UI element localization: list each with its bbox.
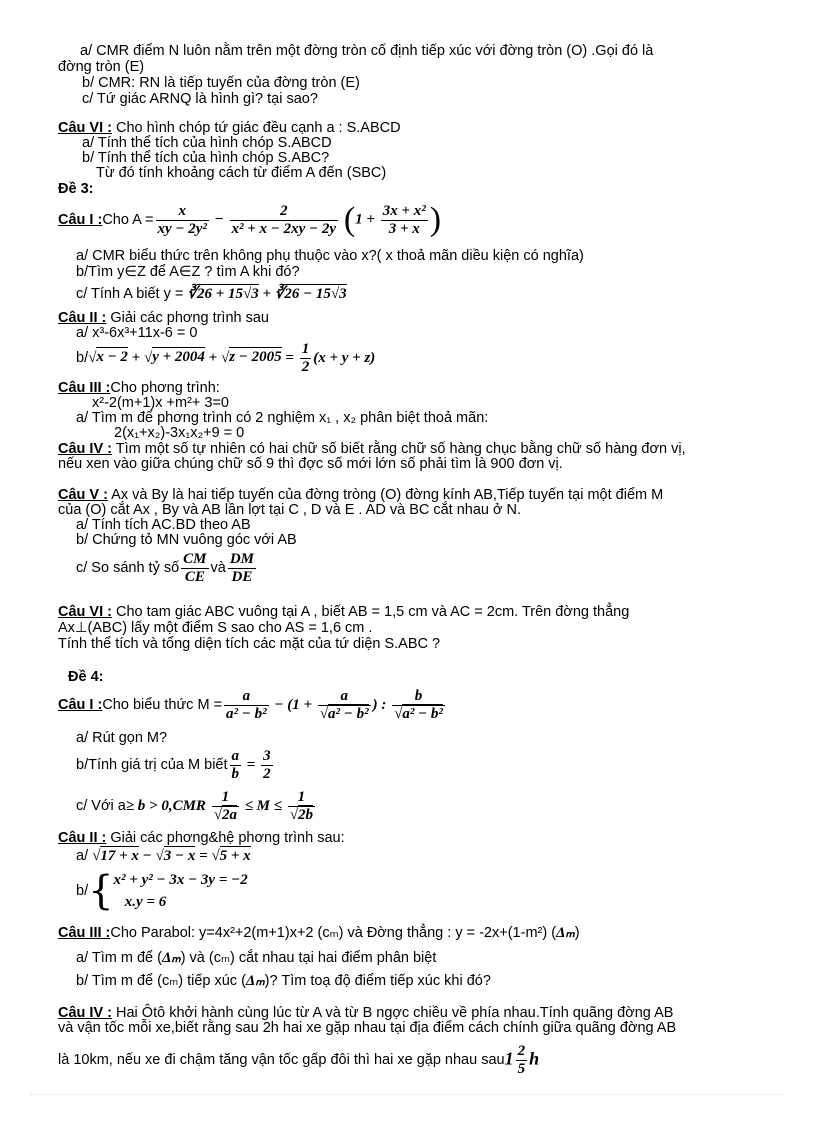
question-text: Cho Parabol: y=4x²+2(m+1)x+2 (cₘ) và Đờng thẳng : y = -2x+(1-m²) ( <box>110 925 557 941</box>
de3-cau1-a: a/ CMR biểu thức trên không phụ thuộc vào x?( x thoả mãn diều kiện có nghĩa) <box>76 248 584 264</box>
question-text: Cho hình chóp tứ giác đều cạnh a : S.ABCD <box>111 120 401 136</box>
question-label: Câu II : <box>58 830 107 846</box>
formula-y: ∛26 + 15√3 + ∛26 − 15√3 <box>187 286 347 302</box>
question-text: và <box>210 559 226 576</box>
de3-cau4 <box>58 442 686 457</box>
question-text: Cho phơng trình: <box>110 380 220 396</box>
question-text: c/ Với a <box>76 797 126 814</box>
de3-cau3-eq: x²-2(m+1)x +m²+ 3=0 <box>92 395 229 411</box>
de4-cau1-b <box>76 747 275 783</box>
question-text: Ax và By là hai tiếp tuyến của đờng tròng (O) đờng kính AB,Tiếp tuyến tại một điểm M <box>107 487 664 503</box>
question-text: Hai Ôtô khởi hành cùng lúc từ A và từ B ngợc chiều về phía nhau.Tính quãng đờng AB <box>111 1005 674 1021</box>
de3-cau2 <box>58 311 269 326</box>
de3-cau6 <box>58 605 629 620</box>
question-label: Câu VI : <box>58 604 112 620</box>
de4-cau1 <box>58 684 447 726</box>
de3-cau5-line2: của (O) cắt Ax , By và AB lần lợt tại C , D và E . AD và BC cắt nhau ở N. <box>58 502 522 518</box>
question-text: Cho A = <box>102 211 154 228</box>
de3-cau6-line3: Tính thể tích và tổng diện tích các mặt của tứ diện S.ABC ? <box>58 636 441 652</box>
de3-title: Đề 3: <box>58 181 94 197</box>
system-brace: { <box>88 868 114 914</box>
de3-cau5-b: b/ Chứng tỏ MN vuông góc với AB <box>76 532 297 548</box>
formula-inequality: ≥ b > 0,CMR $\frac{1}{√2a}$ ≤ M ≤ $\frac{1}{√2b}$ <box>125 788 313 823</box>
delta-m-symbol: Δₘ <box>556 925 575 941</box>
formula-sqrt-equation: √x − 2 + √y + 2004 + √z − 2005 = $\frac{1}{2}$ (x + y + z) <box>88 340 376 375</box>
de2-cau5-c: c/ Tứ giác ARNQ là hình gì? tại sao? <box>82 91 318 107</box>
question-text: c/ Tính A biết y = <box>76 286 188 302</box>
question-label: Câu III : <box>58 380 111 396</box>
de3-cau1 <box>58 196 441 244</box>
question-label: Câu III : <box>58 925 111 941</box>
formula-sqrt-equation-2: √17 + x − √3 − x = √5 + x <box>92 848 251 864</box>
question-text: a/ Tìm m để ( <box>76 950 162 966</box>
de4-cau1-a: a/ Rút gọn M? <box>76 730 168 746</box>
page-bottom-divider <box>30 1094 786 1095</box>
question-label: Câu I : <box>58 211 103 228</box>
de3-cau1-b: b/Tìm y∈Z để A∈Z ? tìm A khi đó? <box>76 264 300 280</box>
question-text: )? Tìm toạ độ điểm tiếp xúc khi đó? <box>264 973 491 989</box>
de4-cau4 <box>58 1006 673 1021</box>
de3-cau2-b <box>76 340 375 376</box>
question-text: Giải các phơng trình sau <box>106 310 269 326</box>
de3-cau3-a: a/ Tìm m để phơng trình có 2 nghiệm x₁ , x₂ phân biệt thoả mãn: <box>76 410 489 426</box>
de2-cau5-b: b/ CMR: RN là tiếp tuyến của đờng tròn (E) <box>82 75 360 91</box>
delta-m-symbol: Δₘ <box>161 950 181 966</box>
de4-cau4-line2: và vận tốc mỗi xe,biết rằng sau 2h hai xe gặp nhau tại địa điểm cách chính giữa quãng đờng AB <box>58 1020 677 1036</box>
question-text: a/ <box>76 848 93 864</box>
fraction-CM-CE: $\frac{CM}{CE}$ <box>183 550 207 585</box>
de4-cau1-c <box>76 786 317 826</box>
formula-ratio: $\frac{a}{b}$ = $\frac{3}{2}$ <box>231 747 271 782</box>
de2-cau6 <box>58 121 401 136</box>
question-label: Câu V : <box>58 487 108 503</box>
de3-cau5-c <box>76 548 258 588</box>
de4-cau2 <box>58 831 345 846</box>
de2-cau5-a-line1: a/ CMR điểm N luôn nằm trên một đờng tròn cố định tiếp xúc với đờng tròn (O) .Gọi đó là <box>80 43 654 59</box>
de2-cau6-c: Từ đó tính khoảng cách từ điểm A đến (SBC) <box>96 165 387 181</box>
de2-cau6-a: a/ Tính thể tích của hình chóp S.ABCD <box>82 135 332 151</box>
delta-m-symbol: Δₘ <box>245 973 265 989</box>
de4-cau2-a <box>76 849 251 864</box>
de3-cau6-line2: Ax⊥(ABC) lấy một điểm S sao cho AS = 1,6 cm . <box>58 620 373 636</box>
question-label: Câu IV : <box>58 441 112 457</box>
de3-cau3-cond: 2(x₁+x₂)-3x₁x₂+9 = 0 <box>114 425 245 441</box>
de3-cau1-c <box>76 287 347 302</box>
question-text: c/ So sánh tỷ số <box>76 559 180 576</box>
question-label: Câu VI : <box>58 120 112 136</box>
de3-cau4-line2: nếu xen vào giữa chúng chữ số 9 thì đợc số mới lớn số phải tìm là 900 đơn vị. <box>58 456 563 472</box>
fraction-DM-DE: $\frac{DM}{DE}$ <box>229 550 255 585</box>
de2-cau6-b: b/ Tính thể tích của hình chóp S.ABC? <box>82 150 330 166</box>
question-text: Tìm một số tự nhiên có hai chữ số biết rằng chữ số hàng chục bằng chữ số hàng đơn vị, <box>111 441 686 457</box>
question-text: ) và (cₘ) cắt nhau tại hai điểm phân biệt <box>180 950 437 966</box>
question-text: b/ <box>76 882 89 899</box>
de3-cau5-a: a/ Tính tích AC.BD theo AB <box>76 517 251 533</box>
formula-A: $\frac{x}{\text{xy − 2y²}}$ − $\frac{2}{\text{x² + x − 2xy − 2y}}$ (1 + $\frac{\text{3x + x²}}{3 + x}$ ) <box>157 201 442 238</box>
formula-M: $\frac{a}{\text{a² − b²}}$ − (1 + $\frac{a}{\text{√a² − b²}}$ ) : $\frac{b}{\text{√a² − b²}}$ <box>226 687 443 722</box>
question-text: Giải các phơng&hệ phơng trình sau: <box>106 830 345 846</box>
de4-cau3-a <box>76 951 436 966</box>
formula-system: x² + y² − 3x − 3y = −2 x.y = 6 <box>113 872 248 910</box>
question-text: Cho tam giác ABC vuông tại A , biết AB = 1,5 cm và AC = 2cm. Trên đờng thẳng <box>111 604 630 620</box>
question-label: Câu II : <box>58 310 107 326</box>
de4-cau2-b <box>76 868 248 914</box>
question-text: là 10km, nếu xe đi chậm tăng vận tốc gấp đôi thì hai xe gặp nhau sau <box>58 1051 505 1068</box>
de3-cau5 <box>58 488 663 503</box>
question-text: b/ <box>76 349 89 366</box>
question-text: b/Tính giá trị của M biết <box>76 756 228 773</box>
de4-cau3: Câu III :Cho Parabol: y=4x²+2(m+1)x+2 (cₘ) và Đờng thẳng : y = -2x+(1-m²) (Δₘ) <box>58 925 580 941</box>
question-label: Câu I : <box>58 696 103 713</box>
de4-cau4-line3 <box>58 1040 539 1080</box>
question-label: Câu IV : <box>58 1005 112 1021</box>
question-text: b/ Tìm m để (cₘ) tiếp xúc ( <box>76 973 246 989</box>
de4-cau3-b <box>76 974 491 989</box>
question-text: Cho biểu thức M = <box>102 696 223 713</box>
de3-cau3 <box>58 381 220 396</box>
de4-title: Đề 4: <box>68 669 104 685</box>
de3-cau2-a: a/ x³-6x³+11x-6 = 0 <box>76 325 198 341</box>
mixed-number-time: 1 $\frac{2}{5}$ h <box>504 1042 540 1077</box>
de2-cau5-a-line2: đờng tròn (E) <box>58 59 145 75</box>
